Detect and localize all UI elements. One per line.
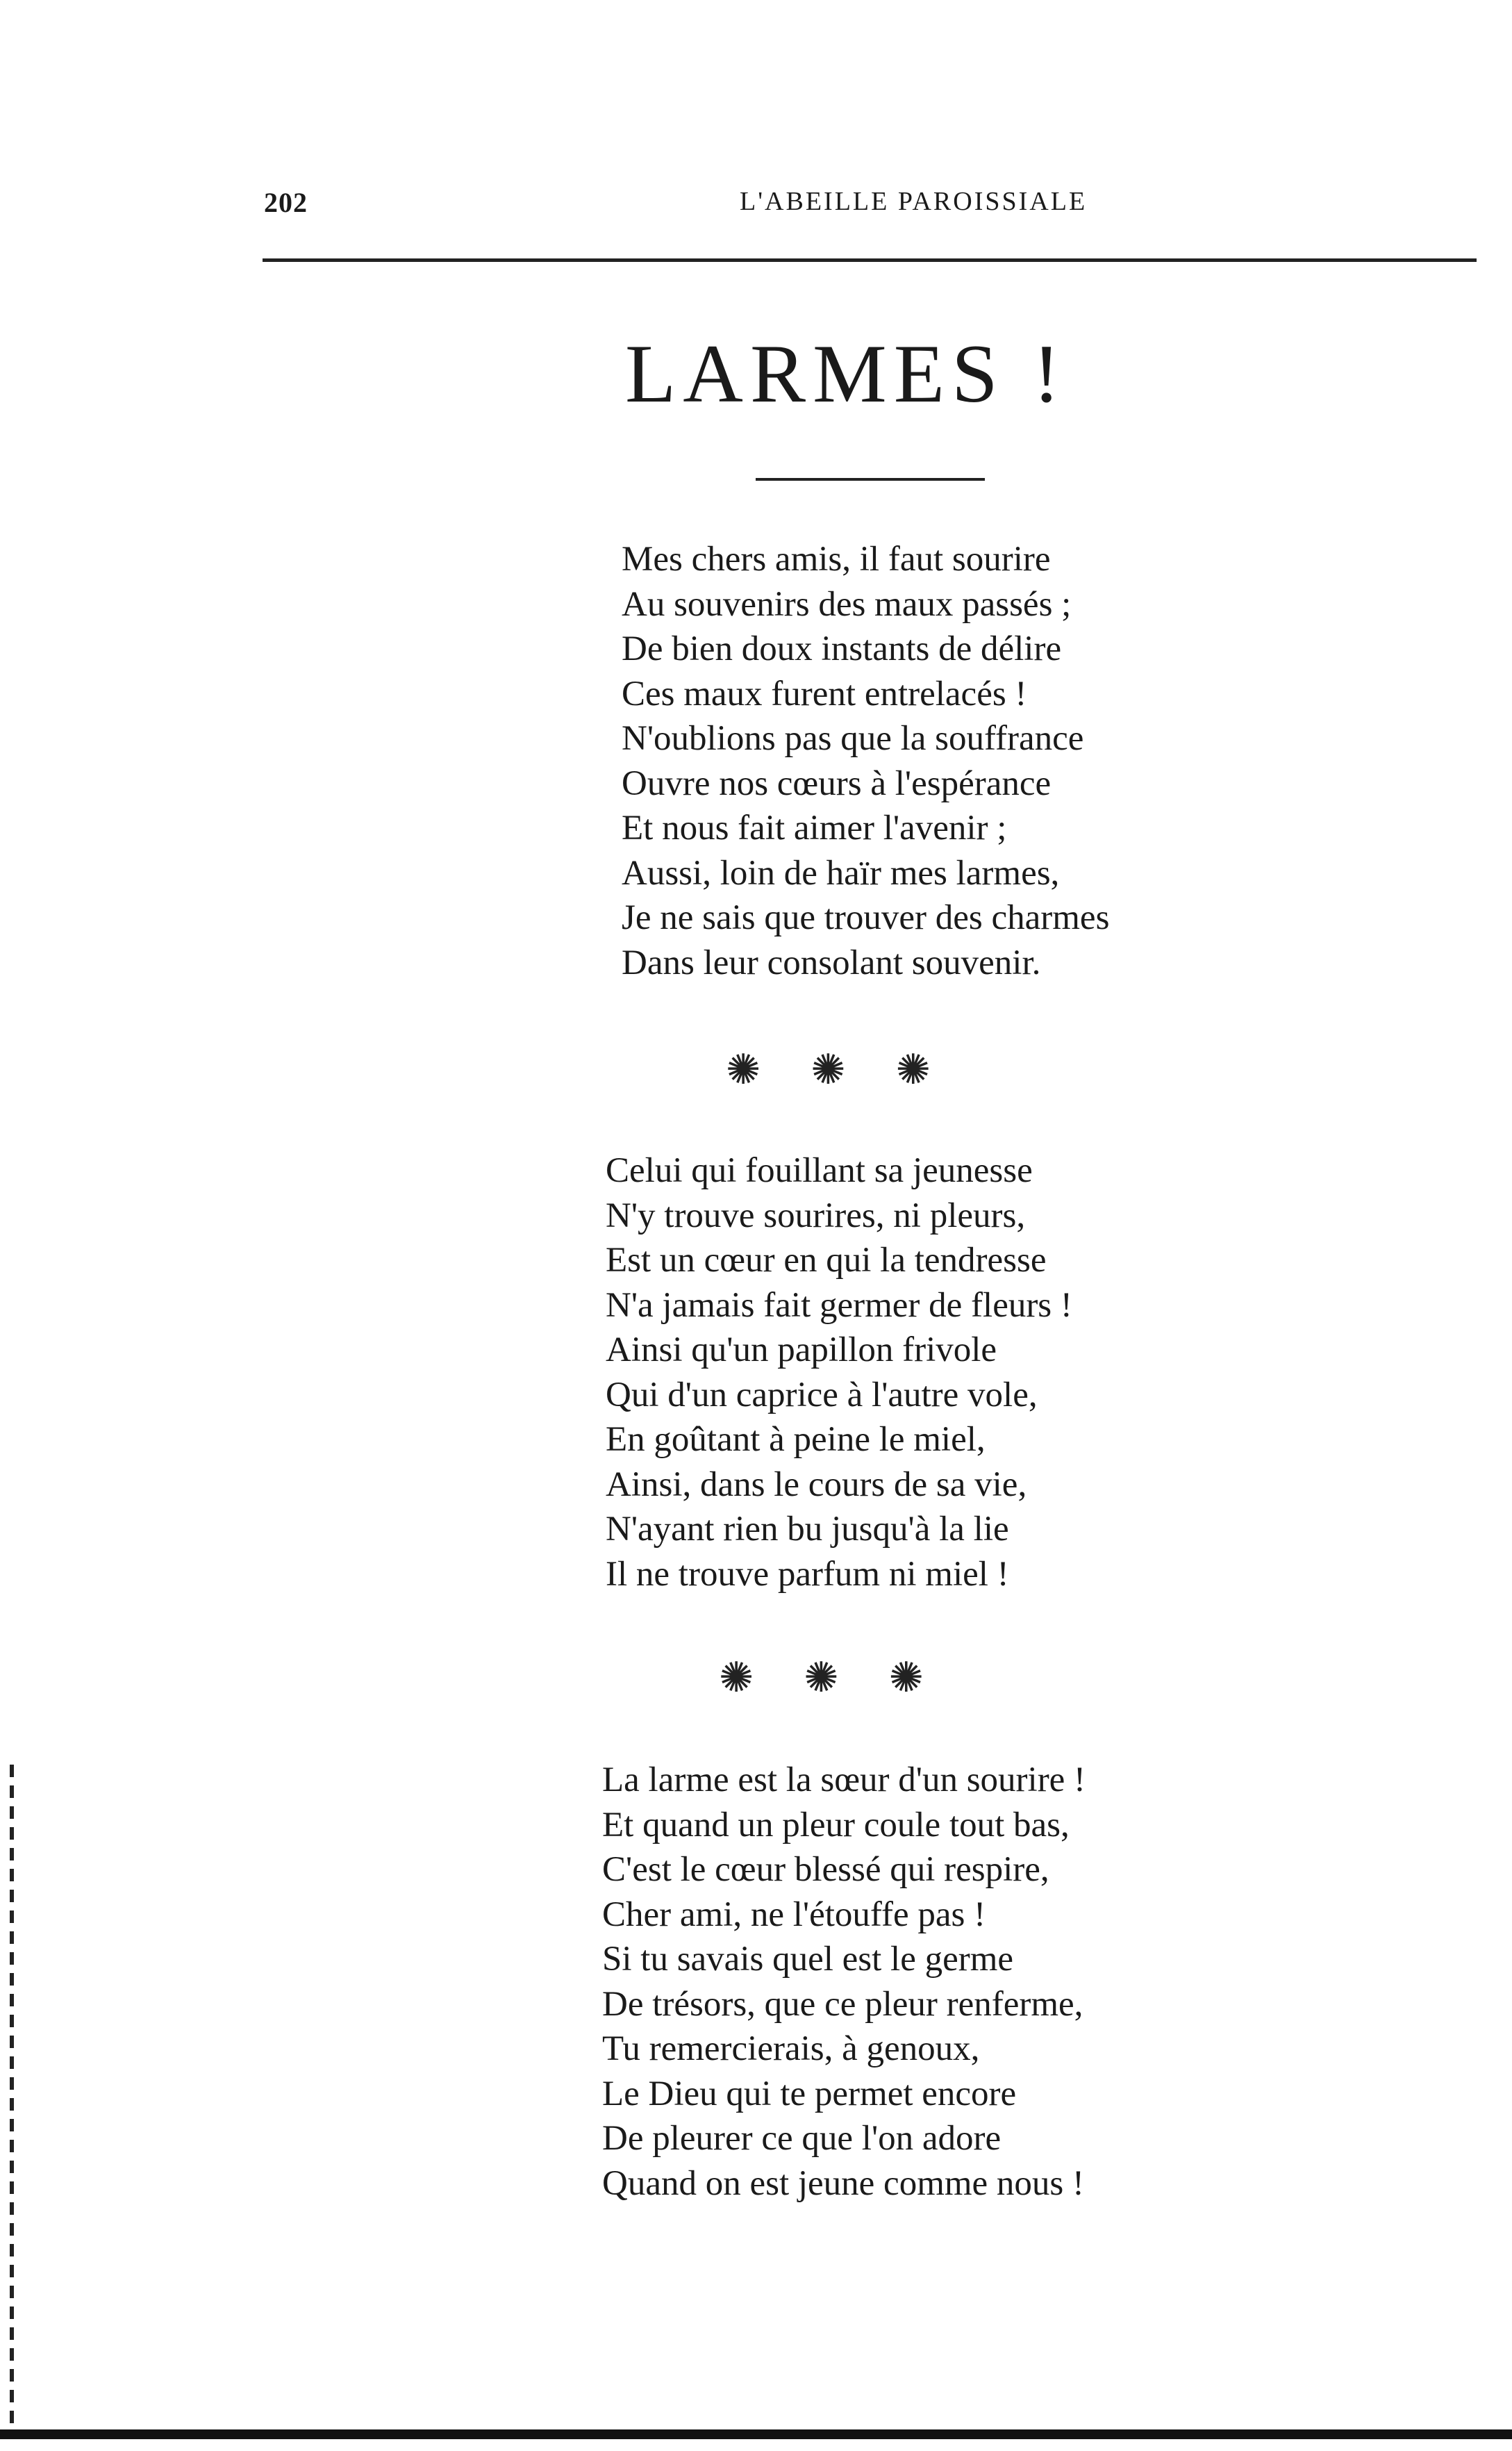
header-rule	[263, 258, 1477, 262]
stanza-3	[602, 1758, 1086, 2206]
stanza-line: Tu remercierais, à genoux,	[602, 2029, 980, 2068]
stanza-line: Le Dieu qui te permet encore	[602, 2074, 1017, 2113]
stanza-line: Et quand un pleur coule tout bas,	[602, 1805, 1070, 1845]
stanza-line: C'est le cœur blessé qui respire,	[602, 1850, 1049, 1889]
asterism-ornament-icon: ✺	[888, 1655, 924, 1701]
stanza-line: N'a jamais fait germer de fleurs !	[606, 1285, 1072, 1325]
stanza-line: N'y trouve sourires, ni pleurs,	[606, 1196, 1026, 1235]
stanza-line: Ouvre nos cœurs à l'espérance	[622, 764, 1052, 803]
stanza-line: De trésors, que ce pleur renferme,	[602, 1984, 1083, 2024]
stanza-separator	[726, 1049, 931, 1091]
stanza-line: Ainsi qu'un papillon frivole	[606, 1330, 997, 1369]
title-rule	[756, 478, 985, 481]
asterism-ornament-icon: ✺	[719, 1655, 754, 1701]
stanza-line: Je ne sais que trouver des charmes	[622, 898, 1110, 937]
stanza-separator	[719, 1657, 924, 1699]
stanza-line: Est un cœur en qui la tendresse	[606, 1241, 1047, 1280]
stanza-line: N'oublions pas que la souffrance	[622, 719, 1084, 758]
stanza-line: Si tu savais quel est le germe	[602, 1940, 1014, 1979]
running-title: L'ABEILLE PAROISSIALE	[740, 187, 1088, 216]
asterism-ornament-icon: ✺	[726, 1047, 761, 1093]
stanza-line: En goûtant à peine le miel,	[606, 1420, 986, 1459]
page-number: 202	[264, 187, 308, 218]
stanza-line: Aussi, loin de haïr mes larmes,	[622, 853, 1060, 893]
stanza-line: Ainsi, dans le cours de sa vie,	[606, 1464, 1027, 1504]
asterism-ornament-icon: ✺	[804, 1655, 839, 1701]
stanza-2	[606, 1148, 1072, 1596]
stanza-line: De pleurer ce que l'on adore	[602, 2119, 1002, 2158]
page-left-edge	[10, 1765, 14, 2432]
stanza-line: Celui qui fouillant sa jeunesse	[606, 1151, 1033, 1190]
stanza-line: Cher ami, ne l'étouffe pas !	[602, 1895, 986, 1934]
stanza-line: Au souvenirs des maux passés ;	[622, 584, 1072, 624]
stanza-line: Mes chers amis, il faut sourire	[622, 540, 1051, 579]
stanza-1	[622, 537, 1109, 985]
stanza-line: Il ne trouve parfum ni miel !	[606, 1554, 1009, 1594]
stanza-line: Qui d'un caprice à l'autre vole,	[606, 1375, 1038, 1414]
asterism-ornament-icon: ✺	[811, 1047, 846, 1093]
stanza-line: Dans leur consolant souvenir.	[622, 943, 1041, 982]
stanza-line: Quand on est jeune comme nous !	[602, 2163, 1085, 2203]
page-bottom-rule	[0, 2429, 1512, 2439]
stanza-line: Et nous fait aimer l'avenir ;	[622, 809, 1007, 848]
asterism-ornament-icon: ✺	[895, 1047, 931, 1093]
stanza-line: N'ayant rien bu jusqu'à la lie	[606, 1510, 1009, 1549]
stanza-line: De bien doux instants de délire	[622, 629, 1062, 668]
stanza-line: La larme est la sœur d'un sourire !	[602, 1760, 1086, 1799]
stanza-line: Ces maux furent entrelacés !	[622, 674, 1027, 713]
poem-title: LARMES !	[625, 327, 1067, 420]
